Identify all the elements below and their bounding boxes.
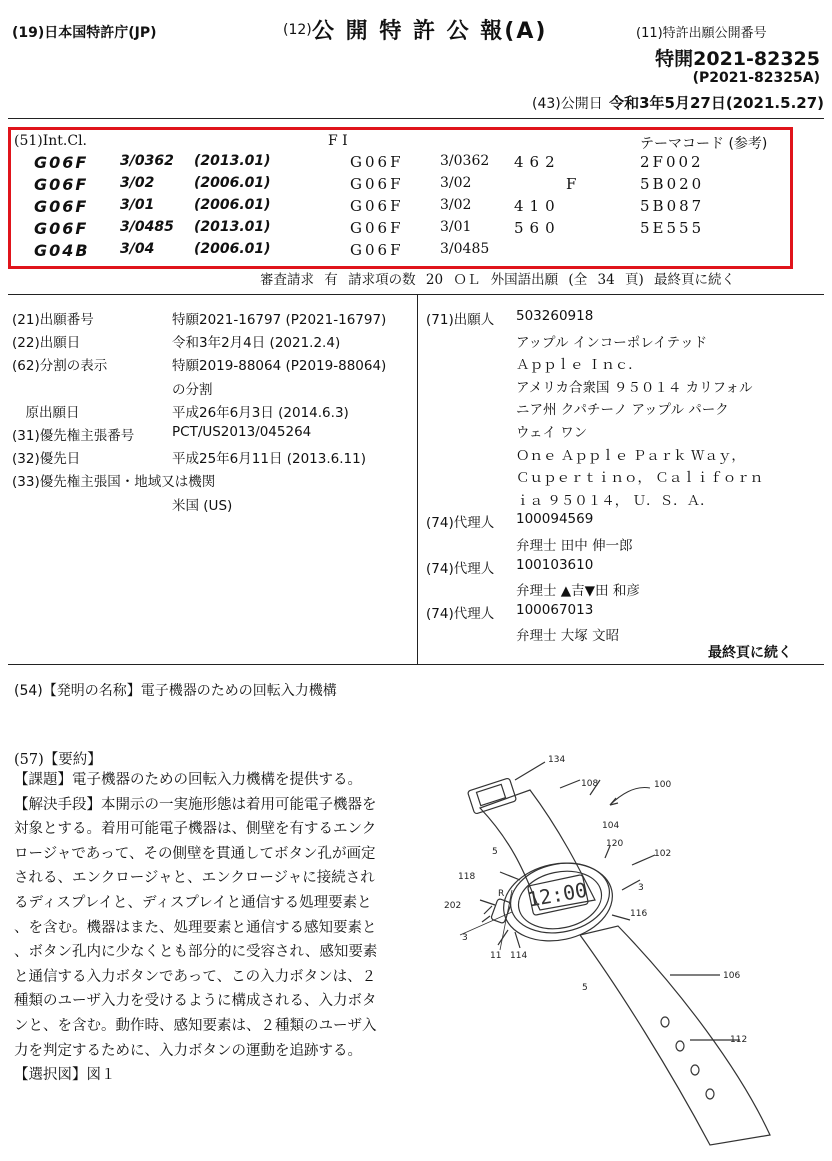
classification-fi-grp: 3/02 [440,197,472,213]
classification-cls: G04B [34,241,90,260]
biblio-label: (22)出願日 [12,335,81,352]
classification-fi-grp: 3/0362 [440,153,490,169]
classification-fi-grp: 3/02 [440,175,472,191]
ref-label: 100 [654,780,672,790]
pub-number: 特開2021-82325 [655,48,820,70]
abstract-line: 力を判定するために、入力ボタンの運動を追跡する。 [14,1042,362,1059]
biblio-value: 100094569 [516,511,594,528]
classification-fi-grp: 3/0485 [440,241,490,257]
biblio-value: 100067013 [516,601,594,618]
abstract-line: 種類のユーザ入力を受けるように構成される、入力ボタ [14,993,377,1010]
biblio-label: (71)出願人 [426,312,495,328]
pub-date: 令和3年5月27日(2021.5.27) [609,94,824,112]
classification-grp: 3/01 [120,197,155,213]
biblio-label: (74)代理人 [426,515,495,532]
biblio-value: ｉａ ９５０１４， Ｕ．Ｓ．Ａ． [516,492,714,509]
ref-label: 5 [582,983,588,993]
classification-cls: G06F [34,197,89,216]
divider [8,664,824,665]
biblio-value: アップル インコーポレイテッド [516,334,708,351]
classification-fi-grp: 3/01 [440,219,472,235]
ref-label: 134 [548,755,566,765]
fi-label: F I [328,133,348,149]
biblio-value: 弁理士 田中 伸一郎 [516,538,633,554]
ref-label: R [498,889,505,899]
ref-label: 3 [462,933,468,943]
biblio-value: 503260918 [516,308,594,324]
classification-ver: (2006.01) [194,241,271,257]
biblio-value: 令和3年2月4日 (2021.2.4) [172,335,341,352]
classification-fi-num: F [566,175,583,193]
figure-watch-drawing [440,750,830,1150]
biblio-value: 平成25年6月11日 (2013.6.11) [172,451,366,468]
biblio-value: 米国 (US) [172,497,233,514]
highlight-box [8,127,793,269]
biblio-label: (21)出願番号 [12,312,94,328]
ref-label: 112 [730,1035,748,1045]
watch-display-text: 12:00 [525,877,590,912]
intcl-label: (51)Int.Cl. [14,133,88,149]
abstract-line: 対象とする。着用可能電子機器は、側壁を有するエンク [14,821,377,838]
abstract-line: るディスプレイと、ディスプレイと通信する処理要素と [14,894,372,911]
invention-title: (54)【発明の名称】電子機器のための回転入力機構 [14,683,337,699]
biblio-label: (62)分割の表示 [12,358,108,375]
classification-ver: (2013.01) [194,153,271,169]
theme-code-label: テーマコード (参考) [640,136,768,152]
ref-label: 114 [510,951,528,961]
classification-fi-cls: G06F [350,241,404,259]
abstract-line: と通信する入力ボタンであって、この入力ボタンは、２ [14,968,377,985]
classification-cls: G06F [34,153,89,172]
classification-fi-cls: G06F [350,153,404,171]
classification-grp: 3/02 [120,175,155,191]
biblio-value: Ｏｎｅ Ａｐｐｌｅ Ｐａｒｋ Ｗａｙ， [516,447,745,464]
classification-theme: 5B020 [640,175,705,193]
abstract-line: 、ボタン孔内に少なくとも部分的に受容され、感知要素 [14,944,378,961]
ref-label: 202 [444,901,462,911]
classification-ver: (2006.01) [194,175,271,191]
biblio-value: 100103610 [516,556,594,573]
divider [8,118,824,119]
abstract-line: 【課題】電子機器のための回転入力機構を提供する。 [14,772,362,788]
ref-label: 118 [458,872,476,882]
ref-label: 11 [490,951,502,961]
exam-line: 審査請求 有 請求項の数 20 ＯＬ 外国語出願 (全 34 頁) 最終頁に続く [260,272,736,288]
biblio-value: の分割 [172,381,213,398]
biblio-label: (33)優先権主張国・地域又は機関 [12,474,216,491]
abstract-line: ンと、を含む。動作時、感知要素は、２種類のユーザ入 [14,1017,377,1034]
continued-note: 最終頁に続く [708,645,792,661]
biblio-value: Ｃｕｐｅｒｔｉｎｏ， Ｃａｌｉｆｏｒｎ [516,470,764,487]
doc-type-code: (12) [283,22,312,38]
abstract-body [14,768,424,1088]
biblio-label: (74)代理人 [426,605,495,622]
biblio-value: 弁理士 ▲吉▼田 和彦 [516,583,640,600]
abstract-line: 、を含む。機器はまた、処理要素と通信する感知要素と [14,919,377,936]
abstract-line: 【選択図】図１ [14,1067,116,1084]
classification-fi-cls: G06F [350,219,404,237]
ref-label: 104 [602,821,620,831]
office-name: (19)日本国特許庁(JP) [12,25,157,41]
biblio-value: アメリカ合衆国 ９５０１４ カリフォル [516,379,753,396]
classification-fi-num: 560 [514,219,561,237]
biblio-value: 特願2019-88064 (P2019-88064) [172,358,387,375]
biblio-value: 弁理士 大塚 文昭 [516,628,620,645]
pub-number-alt: (P2021-82325A) [692,70,820,86]
classification-ver: (2006.01) [194,197,271,213]
ref-label: 108 [581,779,599,789]
classification-grp: 3/0362 [120,153,174,169]
biblio-label: (31)優先権主張番号 [12,428,135,444]
biblio-value: 平成26年6月3日 (2014.6.3) [172,404,349,421]
classification-cls: G06F [34,219,89,238]
classification-theme: 2F002 [640,153,704,171]
biblio-value: Ａｐｐｌｅ Ｉｎｃ． [516,357,642,374]
divider [8,294,824,295]
abstract-line: 【解決手段】本開示の一実施形態は着用可能電子機器を [14,796,377,813]
abstract-heading: (57)【要約】 [14,752,102,768]
classification-cls: G06F [34,175,89,194]
classification-ver: (2013.01) [194,219,271,235]
biblio-value: ウェイ ワン [516,425,588,441]
classification-theme: 5B087 [640,197,705,215]
abstract-line: される、エンクロージャと、エンクロージャに接続され [14,870,375,887]
biblio-value: ニア州 クパチーノ アップル パーク [516,402,729,419]
divider [417,294,418,664]
classification-grp: 3/04 [120,241,155,257]
classification-theme: 5E555 [640,219,705,237]
pub-number-label: (11)特許出願公開番号 [636,26,767,41]
ref-label: 116 [630,909,648,919]
classification-fi-num: 462 [514,153,561,171]
classification-fi-num: 410 [514,197,561,215]
ref-label: 106 [723,971,741,981]
pub-date-label: (43)公開日 [532,96,603,112]
biblio-label: (32)優先日 [12,451,81,468]
biblio-label: 原出願日 [12,404,80,421]
classification-grp: 3/0485 [120,219,174,235]
biblio-label: (74)代理人 [426,560,495,577]
abstract-line: ロージャであって、その側壁を貫通してボタン孔が画定 [14,845,376,862]
classification-fi-cls: G06F [350,175,404,193]
classification-fi-cls: G06F [350,197,404,215]
ref-label: 5 [492,847,498,857]
biblio-value: 特願2021-16797 (P2021-16797) [172,312,387,328]
ref-label: 3 [638,883,644,893]
ref-label: 102 [654,849,672,859]
ref-label: 120 [606,839,624,849]
biblio-value: PCT/US2013/045264 [172,424,312,440]
doc-type-title: 公 開 特 許 公 報(A) [312,19,548,44]
